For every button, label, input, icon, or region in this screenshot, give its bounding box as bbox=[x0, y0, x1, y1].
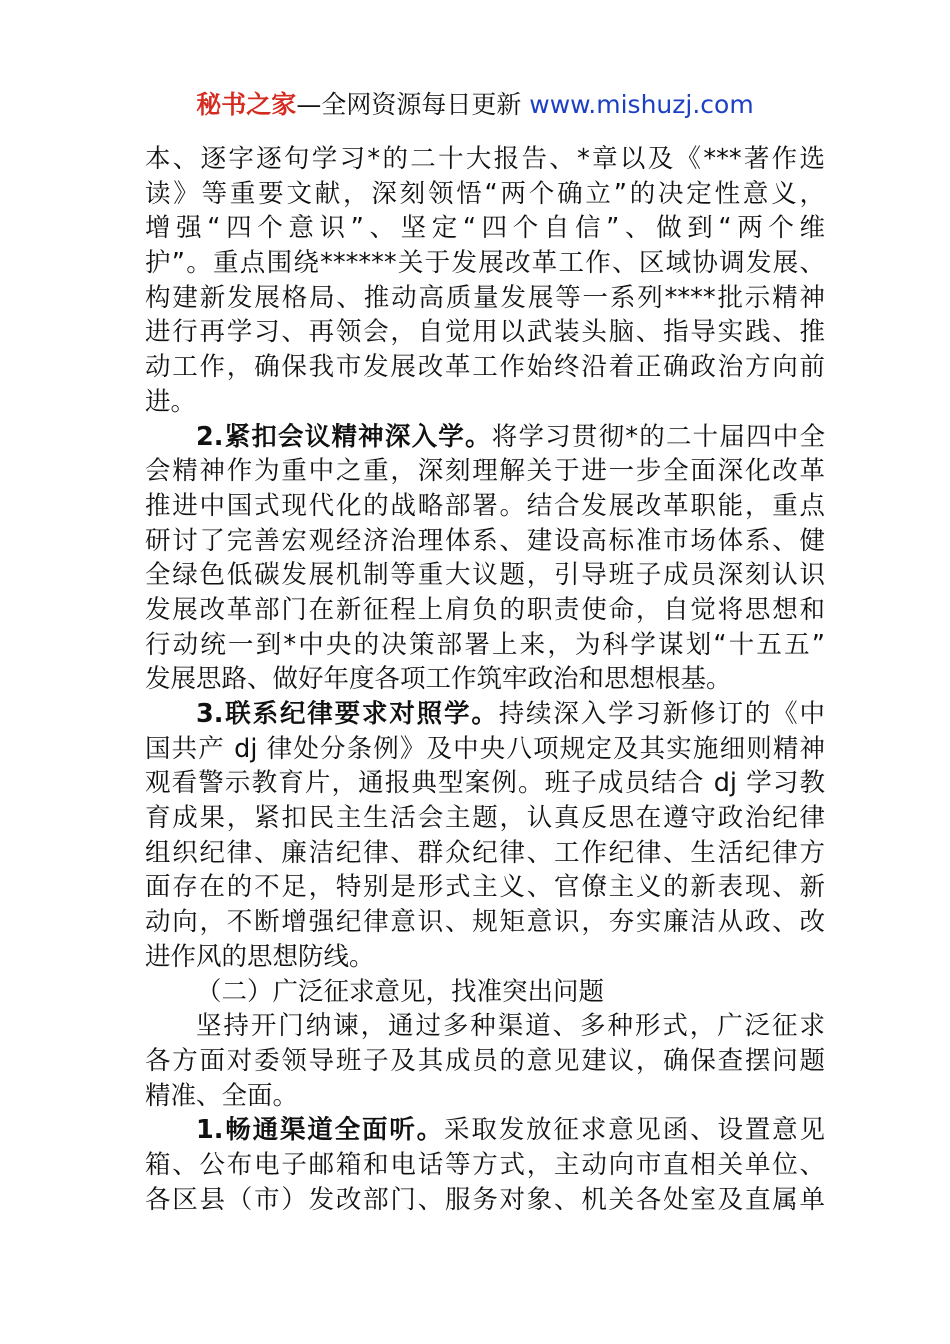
body-line: 发展思路、做好年度各项工作筑牢政治和思想根基。 bbox=[145, 664, 732, 695]
site-header bbox=[0, 88, 950, 122]
body-line: 动向，不断增强纪律意识、规矩意识，夯实廉洁从政、改 bbox=[145, 907, 825, 938]
section-heading: （二）广泛征求意见，找准突出问题 bbox=[196, 976, 605, 1007]
body-line: 推进中国式现代化的战略部署。结合发展改革职能，重点 bbox=[145, 490, 825, 521]
body-line: 观看警示教育片，通报典型案例。班子成员结合 dj 学习教 bbox=[145, 768, 825, 799]
body-line: 研讨了完善宏观经济治理体系、建设高标准市场体系、健 bbox=[145, 525, 825, 556]
body-line: 动工作，确保我市发展改革工作始终沿着正确政治方向前 bbox=[145, 352, 825, 383]
body-line: 精准、全面。 bbox=[145, 1080, 299, 1111]
body-line: 各方面对委领导班子及其成员的意见建议，确保查摆问题 bbox=[145, 1045, 825, 1076]
body-line: 会精神作为重中之重，深刻理解关于进一步全面深化改革 bbox=[145, 456, 825, 487]
body-line: 行动统一到*中央的决策部署上来，为科学谋划“十五五” bbox=[145, 629, 825, 660]
body-line: 本、逐字逐句学习*的二十大报告、*章以及《***著作选 bbox=[145, 144, 825, 174]
body-line: 国共产 dj 律处分条例》及中央八项规定及其实施细则精神 bbox=[145, 733, 825, 764]
body-line: 面存在的不足，特别是形式主义、官僚主义的新表现、新 bbox=[145, 872, 825, 903]
body-line: 进。 bbox=[145, 386, 197, 417]
body-line: 全绿色低碳发展机制等重大议题，引导班子成员深刻认识 bbox=[145, 560, 825, 591]
body-line: 育成果，紧扣民主生活会主题，认真反思在遵守政治纪律 bbox=[145, 803, 825, 834]
body-line: 构建新发展格局、推动高质量发展等一系列****批示精神 bbox=[145, 282, 825, 313]
item-heading-line: 1.畅通渠道全面听。采取发放征求意见函、设置意见 bbox=[196, 1115, 825, 1146]
body-line: 坚持开门纳谏，通过多种渠道、多种形式，广泛征求 bbox=[196, 1011, 825, 1042]
body-line: 护”。重点围绕******关于发展改革工作、区域协调发展、 bbox=[145, 248, 825, 279]
body-line: 读》等重要文献，深刻领悟“两个确立”的决定性意义， bbox=[145, 178, 825, 209]
item-heading: 3.联系纪律要求对照学。 bbox=[196, 699, 499, 729]
brand-name: 秘书之家 bbox=[196, 90, 297, 119]
item-heading: 1.畅通渠道全面听。 bbox=[196, 1115, 445, 1146]
body-line: 组织纪律、廉洁纪律、群众纪律、工作纪律、生活纪律方 bbox=[145, 837, 825, 868]
body-line: 进行再学习、再领会，自觉用以武装头脑、指导实践、推 bbox=[145, 317, 825, 348]
body-line: 增强“四个意识”、坚定“四个自信”、做到“两个维 bbox=[145, 213, 825, 244]
body-line: 各区县（市）发改部门、服务对象、机关各处室及直属单 bbox=[145, 1184, 825, 1215]
document-body bbox=[145, 142, 825, 1217]
item-heading: 2.紧扣会议精神深入学。 bbox=[196, 421, 492, 452]
body-line: 箱、公布电子邮箱和电话等方式，主动向市直相关单位、 bbox=[145, 1149, 825, 1180]
body-line: 发展改革部门在新征程上肩负的职责使命，自觉将思想和 bbox=[145, 594, 825, 625]
site-url[interactable]: www.mishuzj.com bbox=[529, 90, 754, 119]
item-heading-line: 2.紧扣会议精神深入学。将学习贯彻*的二十届四中全 bbox=[196, 421, 825, 452]
body-line: 进作风的思想防线。 bbox=[145, 941, 375, 972]
header-tagline: —全网资源每日更新 bbox=[296, 90, 530, 119]
item-heading-line: 3.联系纪律要求对照学。持续深入学习新修订的《中 bbox=[196, 699, 825, 729]
